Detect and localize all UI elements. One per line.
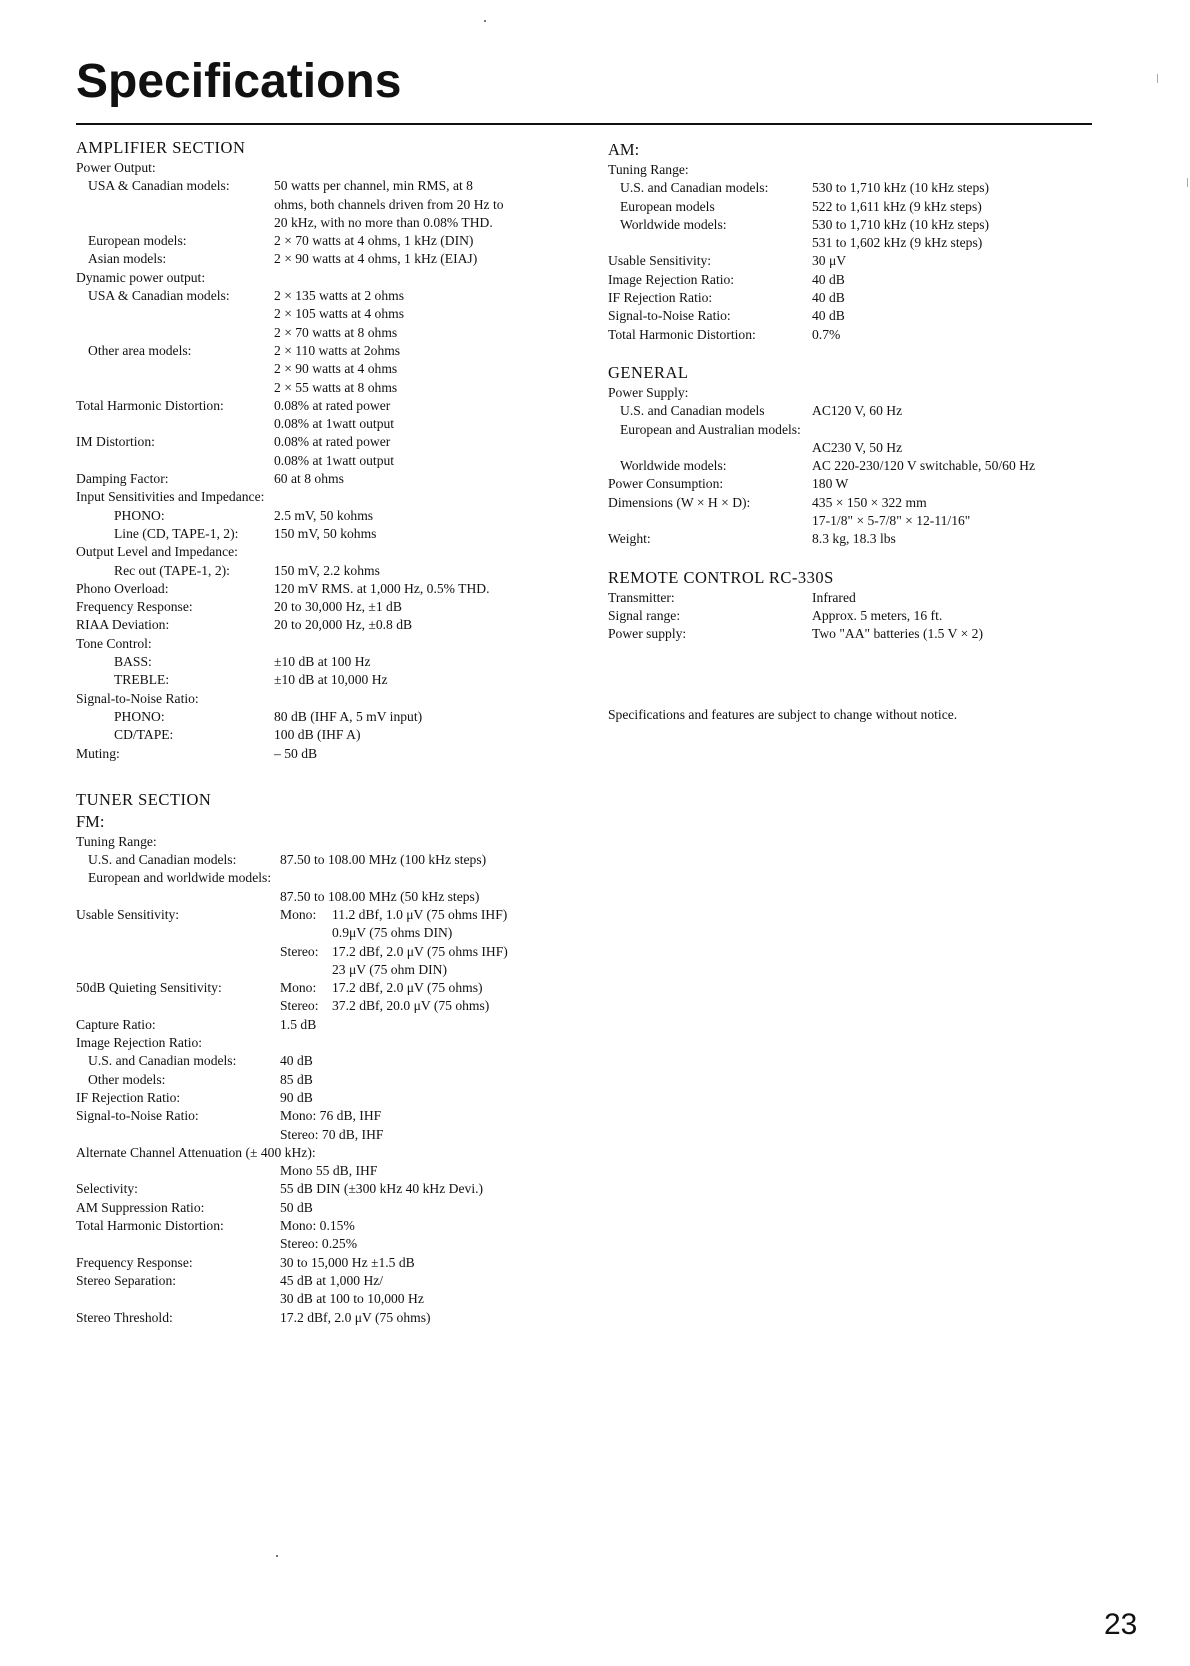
spec-value-line: 2 × 55 watts at 8 ohms [274,379,398,395]
spec-label: PHONO: [114,507,165,523]
spec-row [608,326,1088,344]
spec-row [608,198,1088,216]
spec-value: 80 dB (IHF A, 5 mV input) [274,708,423,724]
spec-row [608,216,1088,253]
am-heading: AM: [608,140,640,159]
mode-label: Stereo: [280,998,319,1014]
spec-row [76,1199,596,1217]
spec-label: U.S. and Canadian models: [88,1053,237,1069]
spec-value: 1.5 dB [280,1016,317,1032]
spec-row [76,287,596,342]
page-number: 23 [1104,1608,1138,1641]
spec-value: – 50 dB [274,745,318,761]
spec-value-line: 23 μV (75 ohm DIN) [332,961,448,977]
spec-value-line: 435 × 150 × 322 mm [812,494,927,510]
spec-value [274,433,394,470]
spec-value-line: Stereo: 0.25% [280,1236,358,1252]
spec-row [76,562,596,580]
spec-row [76,1052,596,1070]
spec-label: Worldwide models: [620,458,727,474]
spec-value: 120 mV RMS. at 1,000 Hz, 0.5% THD. [274,580,490,596]
spec-value [274,177,504,232]
spec-value: 180 W [812,476,849,492]
spec-label: Frequency Response: [76,1254,193,1270]
spec-row [76,1016,596,1034]
spec-label: European models [620,198,715,214]
spec-value: 20 to 30,000 Hz, ±1 dB [274,599,402,615]
spec-label: Total Harmonic Distortion: [76,1218,224,1234]
spec-value-line: Stereo: 70 dB, IHF [280,1126,384,1142]
spec-label: 50dB Quieting Sensitivity: [76,980,222,996]
spec-value-line: 20 kHz, with no more than 0.08% THD. [274,214,493,230]
spec-value: 100 dB (IHF A) [274,727,361,743]
spec-value [274,397,394,434]
left-column [76,137,596,1327]
spec-label: European and Australian models: [620,421,801,437]
spec-label: Usable Sensitivity: [608,253,712,269]
tone-control-label: Tone Control: [76,635,152,651]
spec-row [76,708,596,726]
spec-value-line: 37.2 dBf, 20.0 μV (75 ohms) [332,998,490,1014]
spec-row [76,1180,596,1198]
spec-row [76,470,596,488]
spec-value: AC120 V, 60 Hz [812,403,903,419]
spec-row [608,252,1088,270]
spec-value: 40 dB [812,271,845,287]
spec-value: 87.50 to 108.00 MHz (100 kHz steps) [280,852,487,868]
spec-row [608,607,1088,625]
spec-row [76,598,596,616]
spec-label: Dimensions (W × H × D): [608,494,751,510]
spec-value-line: Mono: 0.15% [280,1218,355,1234]
spec-label: Signal range: [608,607,681,623]
spec-value-line: 2 × 105 watts at 4 ohms [274,306,405,322]
spec-label: AM Suppression Ratio: [76,1199,205,1215]
spec-value-line: 17.2 dBf, 2.0 μV (75 ohms) [332,980,483,996]
spec-label [76,888,280,906]
spec-label: Worldwide models: [620,216,727,232]
spec-label: Selectivity: [76,1181,138,1197]
spec-row [76,1217,596,1254]
spec-label: Line (CD, TAPE-1, 2): [114,525,239,541]
spec-value: Mono 55 dB, IHF [280,1163,378,1179]
spec-row [608,530,1088,548]
spec-row [76,177,596,232]
power-output-label: Power Output: [76,160,156,175]
spec-label: USA & Canadian models: [88,178,230,194]
spec-value: 55 dB DIN (±300 kHz 40 kHz Devi.) [280,1181,484,1197]
spec-value: Two "AA" batteries (1.5 V × 2) [812,626,983,642]
spec-value-line: 2 × 135 watts at 2 ohms [274,288,405,304]
spec-value [280,1217,357,1254]
spec-value: 150 mV, 2.2 kohms [274,562,380,578]
spec-label: Stereo Threshold: [76,1309,173,1325]
spec-value-line: ohms, both channels driven from 20 Hz to [274,196,504,212]
spec-value: 30 μV [812,253,847,269]
spec-value [812,494,970,531]
fm-tuning-label: Tuning Range: [76,833,157,849]
spec-label: Transmitter: [608,589,675,605]
snr-label: Signal-to-Noise Ratio: [76,690,199,706]
spec-label: TREBLE: [114,672,170,688]
spec-value-line: 50 watts per channel, min RMS, at 8 [274,178,473,194]
spec-label: Power Consumption: [608,476,724,492]
spec-label: PHONO: [114,708,165,724]
spec-label: Phono Overload: [76,580,169,596]
spec-label: Other area models: [88,342,192,358]
spec-label: Muting: [76,745,120,761]
spec-value: 530 to 1,710 kHz (10 kHz steps) [812,180,990,196]
spec-row [608,307,1088,325]
spec-row [608,439,1088,457]
spec-value: ±10 dB at 100 Hz [274,654,371,670]
spec-value-line: 0.08% at 1watt output [274,416,395,432]
spec-value-line: 17-1/8" × 5-7/8" × 12-11/16" [812,513,971,529]
spec-row [608,457,1088,475]
spec-value-line: Mono: 76 dB, IHF [280,1108,382,1124]
spec-label: Capture Ratio: [76,1016,156,1032]
spec-value [274,287,404,342]
spec-label: Damping Factor: [76,471,169,487]
right-column [608,139,1088,724]
spec-row [76,525,596,543]
spec-row [608,475,1088,493]
tuner-heading: TUNER SECTION [76,789,212,809]
spec-value-line: 11.2 dBf, 1.0 μV (75 ohms IHF) [332,906,508,922]
spec-value-line: 0.9μV (75 ohms DIN) [332,925,453,941]
am-tuning-label: Tuning Range: [608,162,689,177]
spec-value: 40 dB [812,308,845,324]
spec-row [608,289,1088,307]
spec-row [76,1254,596,1272]
spec-row [608,494,1088,531]
spec-value-line: 17.2 dBf, 2.0 μV (75 ohms IHF) [332,943,508,959]
spec-label: CD/TAPE: [114,727,174,743]
spec-label: RIAA Deviation: [76,617,170,633]
spec-value: 17.2 dBf, 2.0 μV (75 ohms) [280,1309,431,1325]
spec-row [76,726,596,744]
spec-label: Image Rejection Ratio: [608,271,735,287]
mode-label: Mono: [280,906,317,922]
spec-label: Power supply: [608,626,687,642]
spec-value [812,216,989,253]
input-sensitivities-label: Input Sensitivities and Impedance: [76,489,265,505]
spec-row [76,507,596,525]
spec-label: Total Harmonic Distortion: [608,326,756,342]
spec-value [280,979,489,1016]
spec-label: European and worldwide models: [88,870,272,886]
spec-label: U.S. and Canadian models: [88,852,237,868]
spec-value-line: 45 dB at 1,000 Hz/ [280,1272,384,1288]
spec-row [76,653,596,671]
spec-row [76,979,596,1016]
output-level-label: Output Level and Impedance: [76,544,238,560]
spec-row [76,1107,596,1144]
spec-label: Other models: [88,1071,166,1087]
spec-row [76,1272,596,1309]
spec-row [76,1071,596,1089]
spec-value-line: 531 to 1,602 kHz (9 kHz steps) [812,235,983,251]
spec-row [608,589,1088,607]
spec-value: 90 dB [280,1089,313,1105]
spec-row [608,625,1088,643]
spec-value: Infrared [812,589,856,605]
spec-value: 85 dB [280,1071,313,1087]
spec-row [76,433,596,470]
spec-label: U.S. and Canadian models: [620,180,769,196]
spec-value [280,1272,424,1309]
spec-label: Usable Sensitivity: [76,906,180,922]
spec-label: Weight: [608,531,651,547]
spec-value [274,342,400,397]
disclaimer-note: Specifications and features are subject to change without notice. [608,706,958,722]
image-rejection-label: Image Rejection Ratio: [76,1035,203,1051]
scan-mark [1157,74,1158,83]
spec-label: U.S. and Canadian models [620,403,765,419]
spec-label [76,1162,280,1180]
spec-value-line: 530 to 1,710 kHz (10 kHz steps) [812,216,990,232]
spec-value: 150 mV, 50 kohms [274,525,377,541]
power-supply-label: Power Supply: [608,384,689,400]
spec-value-line: 2 × 110 watts at 2ohms [274,342,401,358]
spec-label: Asian models: [88,251,167,267]
page-title: Specifications [76,55,402,108]
spec-label: Signal-to-Noise Ratio: [608,308,731,324]
spec-value-line: 2 × 70 watts at 8 ohms [274,324,398,340]
general-heading: GENERAL [608,362,689,382]
spec-label: USA & Canadian models: [88,288,230,304]
spec-value: 2 × 70 watts at 4 ohms, 1 kHz (DIN) [274,233,474,249]
spec-value: 8.3 kg, 18.3 lbs [812,531,896,547]
fm-heading: FM: [76,811,105,831]
spec-row [76,906,596,979]
spec-label: Rec out (TAPE-1, 2): [114,562,230,578]
spec-value: 40 dB [280,1053,313,1069]
spec-label: IM Distortion: [76,434,155,450]
spec-label: Frequency Response: [76,599,193,615]
scan-speck [276,1555,278,1557]
spec-value [280,1107,383,1144]
spec-label: European models: [88,233,187,249]
spec-row [608,179,1088,197]
spec-row [76,851,596,869]
spec-label: IF Rejection Ratio: [608,290,713,306]
spec-value-line: 2 × 90 watts at 4 ohms [274,361,398,377]
spec-value [280,906,508,979]
spec-value-line: 0.08% at rated power [274,397,391,413]
spec-value: 50 dB [280,1199,313,1215]
spec-value: 2 × 90 watts at 4 ohms, 1 kHz (EIAJ) [274,251,478,267]
spec-row [76,250,596,268]
spec-value-line: 0.08% at 1watt output [274,452,395,468]
remote-heading: REMOTE CONTROL RC-330S [608,567,834,587]
spec-row [76,580,596,598]
spec-value: 2.5 mV, 50 kohms [274,507,374,523]
spec-value: 40 dB [812,290,845,306]
spec-row [76,232,596,250]
spec-value: Approx. 5 meters, 16 ft. [812,607,943,623]
spec-value-line: 0.08% at rated power [274,434,391,450]
spec-value: AC230 V, 50 Hz [812,439,903,455]
spec-value: 87.50 to 108.00 MHz (50 kHz steps) [280,888,480,904]
scan-speck [484,20,486,22]
amplifier-heading: AMPLIFIER SECTION [76,138,246,157]
scan-mark [1187,178,1188,187]
spec-value: AC 220-230/120 V switchable, 50/60 Hz [812,458,1036,474]
spec-label: Total Harmonic Distortion: [76,397,224,413]
spec-value: 522 to 1,611 kHz (9 kHz steps) [812,198,982,214]
spec-value: 20 to 20,000 Hz, ±0.8 dB [274,617,413,633]
spec-value: ±10 dB at 10,000 Hz [274,672,388,688]
spec-row [76,888,596,906]
spec-row [76,1089,596,1107]
spec-value: 0.7% [812,326,841,342]
mode-label: Mono: [280,980,317,996]
title-rule [76,123,1092,125]
spec-row [76,397,596,434]
spec-row [608,402,1088,420]
spec-row [76,671,596,689]
spec-row [76,1162,596,1180]
spec-value: 60 at 8 ohms [274,471,344,487]
spec-row [76,1309,596,1327]
spec-row [76,342,596,397]
spec-row [76,745,596,763]
mode-label: Stereo: [280,943,319,959]
spec-value: 30 to 15,000 Hz ±1.5 dB [280,1254,415,1270]
alternate-channel-label: Alternate Channel Attenuation (± 400 kHz): [76,1144,316,1160]
dynamic-power-label: Dynamic power output: [76,269,206,285]
spec-label: Stereo Separation: [76,1272,177,1288]
spec-row [608,271,1088,289]
spec-label: Signal-to-Noise Ratio: [76,1108,199,1124]
spec-label: IF Rejection Ratio: [76,1089,181,1105]
spec-label [608,439,812,457]
spec-value-line: 30 dB at 100 to 10,000 Hz [280,1291,424,1307]
spec-label: BASS: [114,654,152,670]
spec-row [76,616,596,634]
